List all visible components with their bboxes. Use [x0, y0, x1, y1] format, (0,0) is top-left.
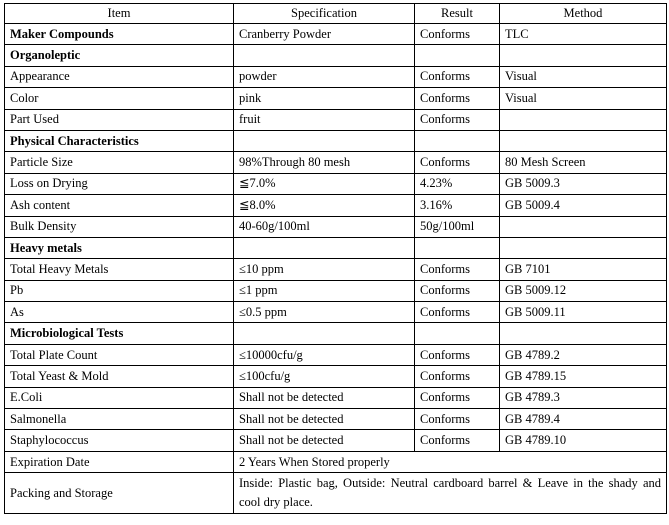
maker-compounds-label: Maker Compounds [5, 24, 234, 45]
section-title-heavy-metals: Heavy metals [5, 237, 234, 258]
header-item: Item [5, 4, 234, 24]
section-row [5, 130, 667, 151]
result-cell: Conforms [415, 344, 500, 365]
method-cell: GB 5009.12 [500, 280, 667, 301]
section-row [5, 323, 667, 344]
result-cell: Conforms [415, 259, 500, 280]
expiration-value: 2 Years When Stored properly [234, 451, 667, 472]
spec-cell: ≤0.5 ppm [234, 302, 415, 323]
expiration-row [5, 451, 667, 472]
maker-compounds-result: Conforms [415, 24, 500, 45]
specification-table [4, 3, 667, 514]
section-title-physical: Physical Characteristics [5, 130, 234, 151]
item-cell: As [5, 302, 234, 323]
maker-compounds-method: TLC [500, 24, 667, 45]
result-cell: Conforms [415, 409, 500, 430]
table-row [5, 302, 667, 323]
method-cell: GB 5009.11 [500, 302, 667, 323]
table-row [5, 88, 667, 109]
section-title-microbiological: Microbiological Tests [5, 323, 234, 344]
table-row [5, 259, 667, 280]
table-row [5, 280, 667, 301]
section-row [5, 237, 667, 258]
result-cell: Conforms [415, 109, 500, 130]
result-cell: Conforms [415, 152, 500, 173]
spec-cell: 98%Through 80 mesh [234, 152, 415, 173]
result-cell: Conforms [415, 366, 500, 387]
method-cell: GB 4789.2 [500, 344, 667, 365]
spec-cell: ≤10 ppm [234, 259, 415, 280]
table-row [5, 173, 667, 194]
item-cell: Pb [5, 280, 234, 301]
maker-compounds-spec: Cranberry Powder [234, 24, 415, 45]
item-cell: Appearance [5, 66, 234, 87]
table-row [5, 109, 667, 130]
header-row [5, 4, 667, 24]
method-cell: Visual [500, 66, 667, 87]
spec-cell: pink [234, 88, 415, 109]
table-row [5, 195, 667, 216]
header-result: Result [415, 4, 500, 24]
spec-cell: ≤10000cfu/g [234, 344, 415, 365]
spec-cell: ≦7.0% [234, 173, 415, 194]
header-specification: Specification [234, 4, 415, 24]
packing-label: Packing and Storage [5, 473, 234, 514]
section-title-organoleptic: Organoleptic [5, 45, 234, 66]
result-cell: 50g/100ml [415, 216, 500, 237]
table-row [5, 409, 667, 430]
item-cell: Total Heavy Metals [5, 259, 234, 280]
spec-cell: fruit [234, 109, 415, 130]
item-cell: Staphylococcus [5, 430, 234, 451]
method-cell: GB 4789.10 [500, 430, 667, 451]
expiration-label: Expiration Date [5, 451, 234, 472]
result-cell: 3.16% [415, 195, 500, 216]
spec-cell: Shall not be detected [234, 409, 415, 430]
spec-cell: Shall not be detected [234, 387, 415, 408]
item-cell: Particle Size [5, 152, 234, 173]
section-row [5, 45, 667, 66]
spec-cell: ≤100cfu/g [234, 366, 415, 387]
maker-compounds-row [5, 24, 667, 45]
method-cell [500, 216, 667, 237]
table-row [5, 387, 667, 408]
item-cell: Salmonella [5, 409, 234, 430]
item-cell: Ash content [5, 195, 234, 216]
result-cell: Conforms [415, 302, 500, 323]
item-cell: Total Plate Count [5, 344, 234, 365]
method-cell: GB 7101 [500, 259, 667, 280]
method-cell: Visual [500, 88, 667, 109]
table-row [5, 216, 667, 237]
method-cell: GB 4789.4 [500, 409, 667, 430]
item-cell: Total Yeast & Mold [5, 366, 234, 387]
spec-cell: ≤1 ppm [234, 280, 415, 301]
table-row [5, 430, 667, 451]
table-row [5, 152, 667, 173]
result-cell: Conforms [415, 66, 500, 87]
item-cell: Color [5, 88, 234, 109]
spec-cell: ≦8.0% [234, 195, 415, 216]
item-cell: Bulk Density [5, 216, 234, 237]
packing-row [5, 473, 667, 514]
method-cell: GB 4789.15 [500, 366, 667, 387]
spec-cell: Shall not be detected [234, 430, 415, 451]
item-cell: E.Coli [5, 387, 234, 408]
method-cell: 80 Mesh Screen [500, 152, 667, 173]
method-cell: GB 5009.3 [500, 173, 667, 194]
header-method: Method [500, 4, 667, 24]
packing-value: Inside: Plastic bag, Outside: Neutral cardboard barrel & Leave in the shady and cool dry place. [234, 473, 667, 514]
method-cell [500, 109, 667, 130]
result-cell: Conforms [415, 280, 500, 301]
table-row [5, 366, 667, 387]
spec-cell: 40-60g/100ml [234, 216, 415, 237]
result-cell: 4.23% [415, 173, 500, 194]
item-cell: Loss on Drying [5, 173, 234, 194]
result-cell: Conforms [415, 88, 500, 109]
result-cell: Conforms [415, 430, 500, 451]
spec-cell: powder [234, 66, 415, 87]
table-row [5, 66, 667, 87]
table-row [5, 344, 667, 365]
result-cell: Conforms [415, 387, 500, 408]
method-cell: GB 4789.3 [500, 387, 667, 408]
item-cell: Part Used [5, 109, 234, 130]
method-cell: GB 5009.4 [500, 195, 667, 216]
